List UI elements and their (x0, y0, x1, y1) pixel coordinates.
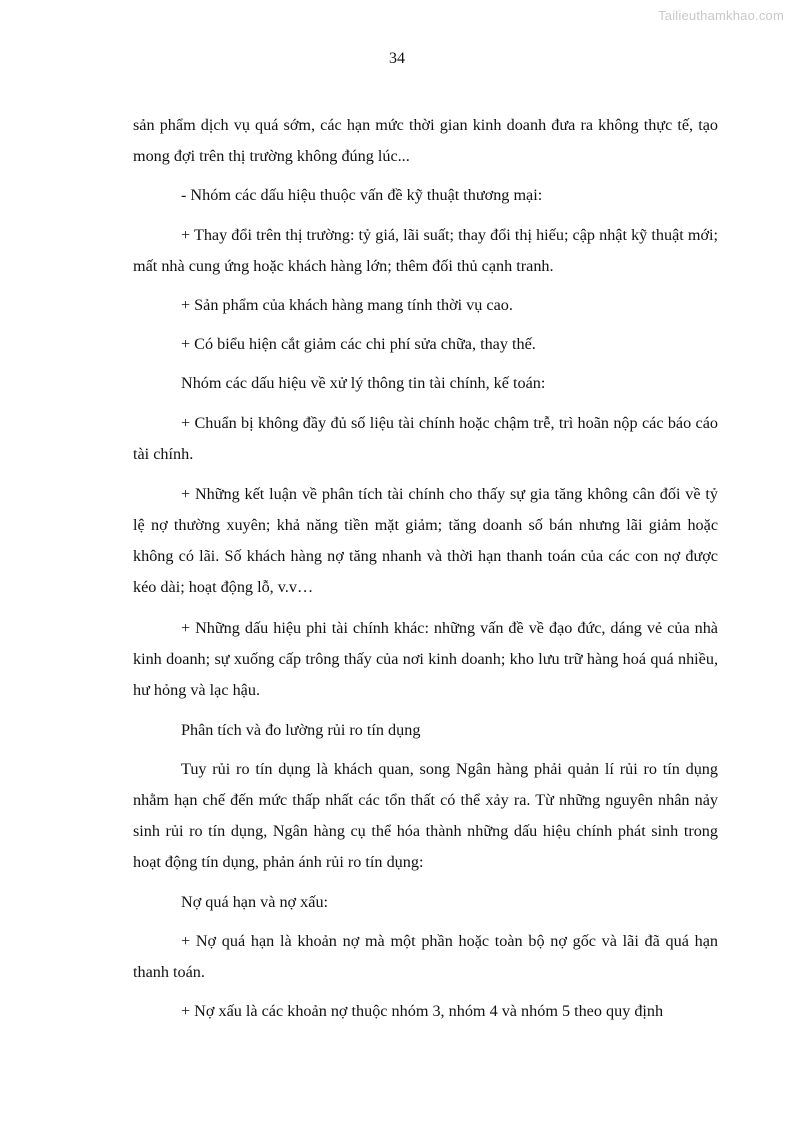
paragraph: + Thay đổi trên thị trường: tỷ giá, lãi suất; thay đổi thị hiếu; cập nhật kỹ thuật mới; mất nhà cung ứng hoặc khách hàng lớn; thêm đối thủ cạnh tranh. (133, 226, 718, 275)
paragraph: + Những kết luận về phân tích tài chính cho thấy sự gia tăng không cân đối về tỷ lệ nợ thường xuyên; khả năng tiền mặt giảm; tăng doanh số bán nhưng lãi giảm hoặc không có lãi. Số khách hàng nợ tăng nhanh và thời hạn thanh toán của các con nợ được kéo dài; hoạt động lỗ, v.v… (133, 485, 718, 596)
page-number: 34 (389, 50, 405, 67)
paragraph: + Chuẩn bị không đầy đủ số liệu tài chính hoặc chậm trễ, trì hoãn nộp các báo cáo tài chính. (133, 414, 718, 463)
paragraph: Tuy rủi ro tín dụng là khách quan, song Ngân hàng phải quản lí rủi ro tín dụng nhằm hạn chế đến mức thấp nhất các tổn thất có thể xảy ra. Từ những nguyên nhân nảy sinh rủi ro tín dụng, Ngân hàng cụ thể hóa thành những dấu hiệu chính phát sinh trong hoạt động tín dụng, phản ánh rủi ro tín dụng: (133, 760, 718, 871)
paragraph: + Những dấu hiệu phi tài chính khác: những vấn đề về đạo đức, dáng vẻ của nhà kinh doanh; sự xuống cấp trông thấy của nơi kinh doanh; kho lưu trữ hàng hoá quá nhiều, hư hỏng và lạc hậu. (133, 619, 718, 699)
paragraph: - Nhóm các dấu hiệu thuộc vấn đề kỹ thuật thương mại: (181, 186, 543, 204)
paragraph: + Có biểu hiện cắt giảm các chi phí sửa chữa, thay thế. (181, 335, 536, 353)
paragraph: + Nợ quá hạn là khoản nợ mà một phần hoặc toàn bộ nợ gốc và lãi đã quá hạn thanh toán. (133, 932, 718, 981)
paragraph: sản phẩm dịch vụ quá sớm, các hạn mức thời gian kinh doanh đưa ra không thực tế, tạo mong đợi trên thị trường không đúng lúc... (133, 116, 718, 165)
paragraph: Nhóm các dấu hiệu về xử lý thông tin tài chính, kế toán: (181, 374, 546, 392)
section-heading: Phân tích và đo lường rủi ro tín dụng (181, 721, 421, 739)
section-heading: Nợ quá hạn và nợ xấu: (181, 893, 329, 911)
paragraph: + Sản phẩm của khách hàng mang tính thời vụ cao. (181, 296, 513, 314)
watermark: Tailieuthamkhao.com (658, 8, 784, 23)
paragraph: + Nợ xấu là các khoản nợ thuộc nhóm 3, nhóm 4 và nhóm 5 theo quy định (181, 1002, 664, 1020)
